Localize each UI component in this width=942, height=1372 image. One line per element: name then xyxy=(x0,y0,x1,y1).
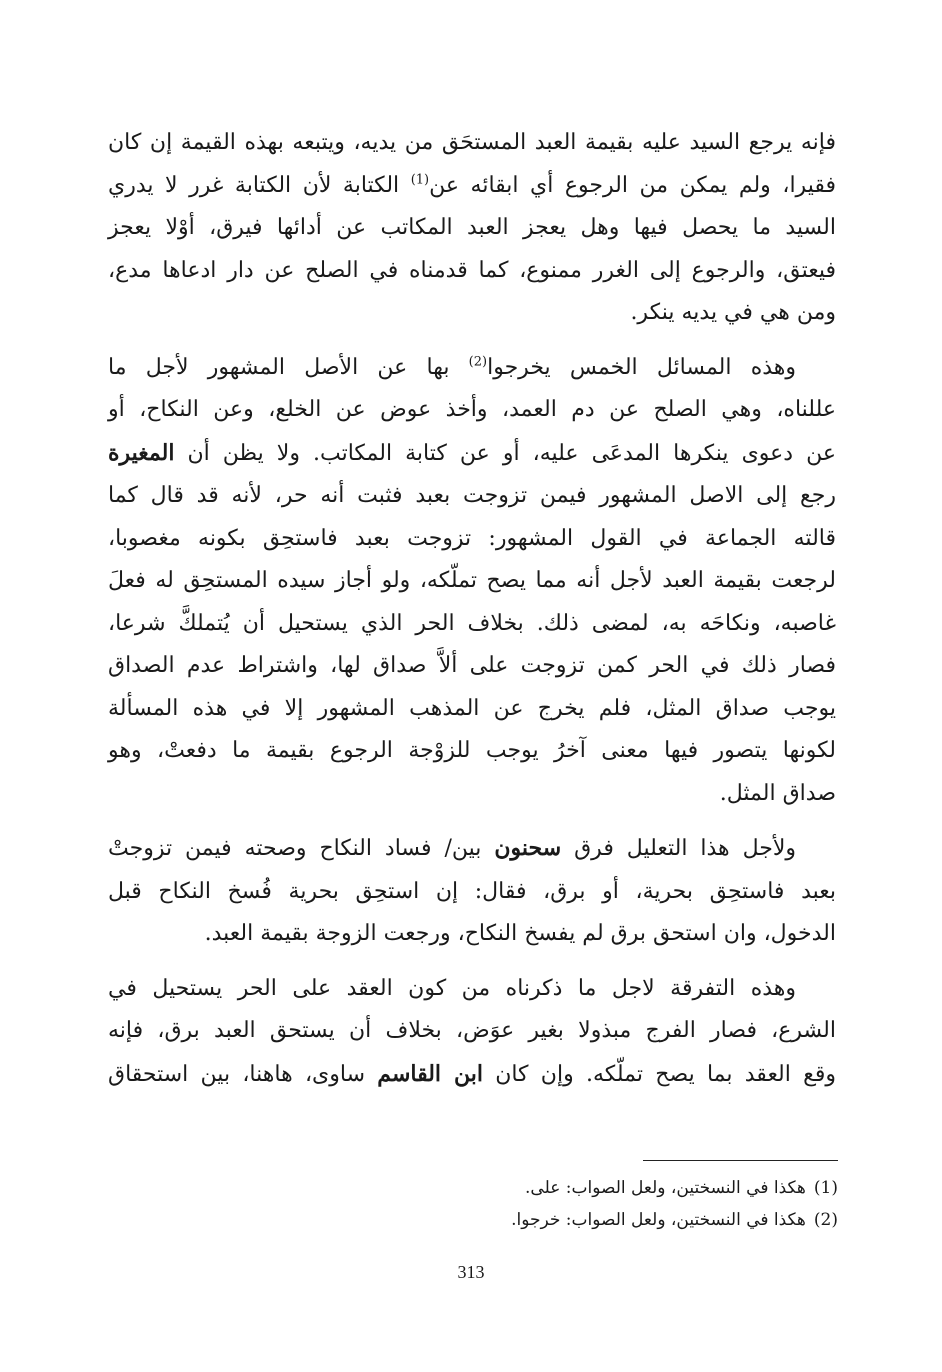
text-run: ولأجل هذا التعليل فرق xyxy=(561,836,797,861)
text-run: بين/ فساد النكاح وصحته فيمن تزوجتْ xyxy=(108,836,495,861)
text-line: بعبد فاستحِق بحرية، أو برق، فقال: إن استحِق بحرية فُسخ النكاح قبل xyxy=(108,878,836,904)
footnote-number: (2) xyxy=(813,1210,838,1230)
text-run: وقع العقد بما يصح تملّكه. وإن كان xyxy=(482,1061,836,1087)
footnote-2 xyxy=(300,1204,838,1236)
text-line: لكونها يتصور فيها معنى آخرُ يوجب للزوْجة الرجوع بقيمة ما دفعتْ، وهو xyxy=(108,738,836,763)
text-line: فإنه يرجع السيد عليه بقيمة العبد المستحَق من يديه، ويتبعه بهذه القيمة إن كان xyxy=(108,130,836,155)
footnote-1 xyxy=(300,1172,838,1204)
footnote-divider xyxy=(643,1160,838,1161)
paragraph-3 xyxy=(108,827,836,956)
page-number: 313 xyxy=(457,1262,485,1282)
text-run: فقيرا، ولم يمكن من الرجوع أي ابقائه عن xyxy=(429,172,836,198)
paragraph-1 xyxy=(108,122,836,335)
text-line: فيعتق، والرجوع إلى الغرر ممنوع، كما قدمناه في الصلح عن دار ادعاها مدع، xyxy=(108,257,836,283)
footnote-ref-1[interactable]: (1) xyxy=(410,172,430,188)
text-run: بها عن الأصل المشهور لأجل ما xyxy=(108,354,469,380)
footnote-ref-2[interactable]: (2) xyxy=(468,354,488,370)
text-run: عن دعوى ينكرها المدعَى عليه، أو عن كتابة المكاتب. ولا يظن أن xyxy=(187,440,836,466)
text-line xyxy=(108,347,836,390)
text-line xyxy=(108,165,836,208)
text-line: السيد ما يحصل فيها وهل يعجز العبد المكاتب عن أدائها فيرق، أوْلا يعجز xyxy=(108,215,836,240)
footnote-text: هكذا في النسختين، ولعل الصواب: خرجوا. xyxy=(511,1210,806,1230)
main-text xyxy=(108,122,836,1108)
person-name: المغيرة xyxy=(108,439,175,466)
text-line: وهذه التفرقة لاجل ما ذكرناه من كون العقد على الحر يستحيل في xyxy=(108,975,796,1001)
text-run: الكتابة لأن الكتابة غرر لا يدري xyxy=(108,172,411,198)
text-line xyxy=(108,827,836,871)
text-line xyxy=(108,432,836,476)
text-run: ساوى، هاهنا، بين استحقاق xyxy=(108,1061,378,1087)
text-line: صداق المثل. xyxy=(719,780,836,806)
text-line: رجع إلى الاصل المشهور فيمن تزوجت بعبد فثبت أنه حر، لأنه قد قال كما xyxy=(108,483,836,508)
paragraph-2 xyxy=(108,347,836,816)
text-line xyxy=(108,1053,836,1097)
text-line: غاصبه، ونكاحَه به، لمضى ذلك. بخلاف الحر الذي يستحيل أن يُتملكَّ شرعا، xyxy=(108,610,836,636)
footnote-text: هكذا في النسختين، ولعل الصواب: على. xyxy=(525,1178,806,1198)
text-line: يوجب صداق المثل، فلم يخرج عن المذهب المشهور إلا في هذه المسألة xyxy=(108,695,836,721)
text-line: الشرع، فصار الفرج مبذولا بغير عوَض، بخلاف أن يستحق العبد برق، فإنه xyxy=(108,1018,836,1043)
paragraph-4 xyxy=(108,968,836,1097)
text-line: فصار ذلك في الحر كمن تزوجت على ألاَّ صداق لها، واشتراط عدم الصداق xyxy=(108,653,836,678)
footnotes xyxy=(300,1172,838,1236)
person-name: سحنون xyxy=(494,835,562,861)
person-name: ابن القاسم xyxy=(377,1060,483,1087)
text-line: عللناه، وهي الصلح عن دم العمد، وأخذ عوض عن الخلع، وعن النكاح، أو xyxy=(108,397,836,422)
text-line: الدخول، وان استحق برق لم يفسخ النكاح، ورجعت الزوجة بقيمة العبد. xyxy=(204,921,836,946)
footnote-number: (1) xyxy=(813,1178,838,1198)
text-line: ومن هي في يديه ينكر. xyxy=(630,300,836,325)
text-line: قالته الجماعة في القول المشهور: تزوجت بعبد فاستحِق بكونه مغصوبا، xyxy=(108,525,836,551)
text-run: وهذه المسائل الخمس يخرجوا xyxy=(487,354,796,380)
text-line: لرجعت بقيمة العبد لأجل أنه مما يصح تملّكه، ولو أجاز سيده المستحِق له فعلَ xyxy=(108,568,836,593)
